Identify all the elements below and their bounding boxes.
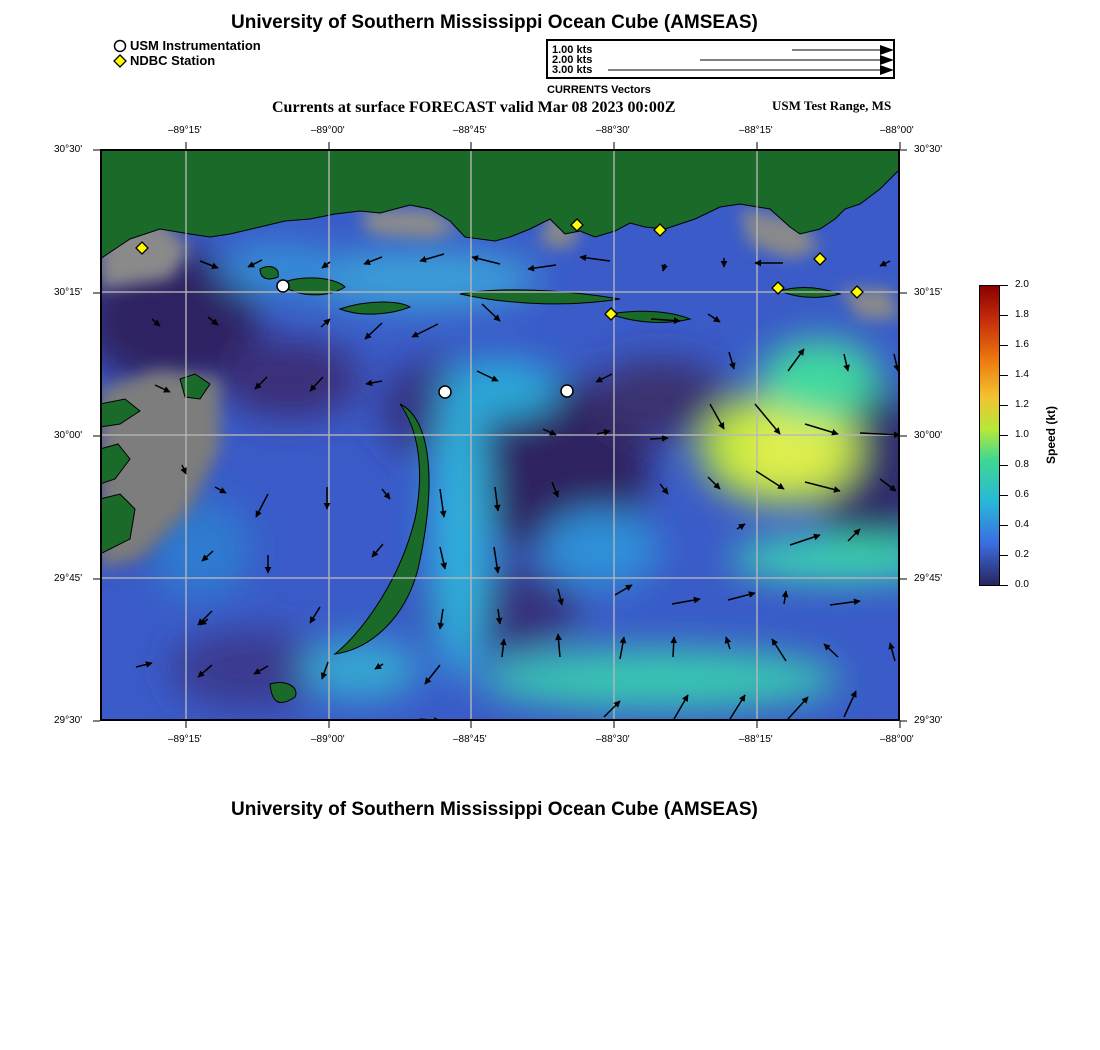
colorbar-tick-label: 0.4 — [1015, 519, 1029, 530]
lon-tick-top-4: –88°30' — [596, 125, 630, 136]
lon-tick-top-5: –88°15' — [739, 125, 773, 136]
forecast-subtitle: Currents at surface FORECAST valid Mar 08 2023 00:00Z — [272, 99, 676, 116]
lat-tick-left-1: 30°30' — [54, 144, 83, 155]
usm-circle-icon — [113, 39, 127, 53]
ndbc-diamond-icon — [113, 54, 127, 68]
vector-scale-key — [546, 39, 895, 79]
lon-tick-bottom-5: –88°15' — [739, 734, 773, 745]
ndbc-legend-label: NDBC Station — [130, 53, 216, 68]
vector-label-1: 1.00 kts — [552, 44, 593, 56]
vector-scale-arrows — [548, 41, 893, 77]
colorbar-label: Speed (kt) — [1044, 406, 1058, 465]
lat-tick-right-1: 30°30' — [914, 144, 943, 155]
colorbar-tick-label: 1.6 — [1015, 339, 1029, 350]
lat-tick-left-3: 30°00' — [54, 430, 83, 441]
lon-tick-top-6: –88°00' — [880, 125, 914, 136]
lon-tick-top-1: –89°15' — [168, 125, 202, 136]
lon-tick-top-2: –89°00' — [311, 125, 345, 136]
lon-tick-bottom-2: –89°00' — [311, 734, 345, 745]
colorbar-tick-label: 0.8 — [1015, 459, 1029, 470]
marker-legend — [112, 38, 312, 70]
colorbar-ticks — [1000, 279, 1040, 590]
colorbar-tick-label: 1.4 — [1015, 369, 1029, 380]
footer-title: University of Southern Mississippi Ocean Cube (AMSEAS) — [231, 799, 758, 820]
colorbar-tick-label: 0.2 — [1015, 549, 1029, 560]
lat-tick-left-5: 29°30' — [54, 715, 83, 726]
colorbar-tick-label: 0.0 — [1015, 579, 1029, 590]
lon-tick-top-3: –88°45' — [453, 125, 487, 136]
colorbar-tick-label: 0.6 — [1015, 489, 1029, 500]
page-title: University of Southern Mississippi Ocean Cube (AMSEAS) — [231, 12, 758, 33]
range-name: USM Test Range, MS — [772, 98, 892, 113]
vector-label-3: 3.00 kts — [552, 64, 593, 76]
speed-colorbar — [979, 285, 1000, 586]
lat-tick-left-4: 29°45' — [54, 573, 83, 584]
lat-tick-left-2: 30°15' — [54, 287, 83, 298]
vector-key-caption: CURRENTS Vectors — [547, 84, 651, 96]
colorbar-tick-label: 1.8 — [1015, 309, 1029, 320]
usm-legend-label: USM Instrumentation — [130, 38, 261, 53]
lon-tick-bottom-6: –88°00' — [880, 734, 914, 745]
lat-tick-right-2: 30°15' — [914, 287, 943, 298]
colorbar-tick-label: 1.2 — [1015, 399, 1029, 410]
lat-tick-right-4: 29°45' — [914, 573, 943, 584]
lon-tick-bottom-3: –88°45' — [453, 734, 487, 745]
lat-tick-right-5: 29°30' — [914, 715, 943, 726]
lat-tick-right-3: 30°00' — [914, 430, 943, 441]
lon-tick-bottom-1: –89°15' — [168, 734, 202, 745]
lon-tick-bottom-4: –88°30' — [596, 734, 630, 745]
colorbar-tick-label: 1.0 — [1015, 429, 1029, 440]
colorbar-tick-label: 2.0 — [1015, 279, 1029, 290]
vector-label-2: 2.00 kts — [552, 54, 593, 66]
axis-ticks — [90, 139, 910, 731]
